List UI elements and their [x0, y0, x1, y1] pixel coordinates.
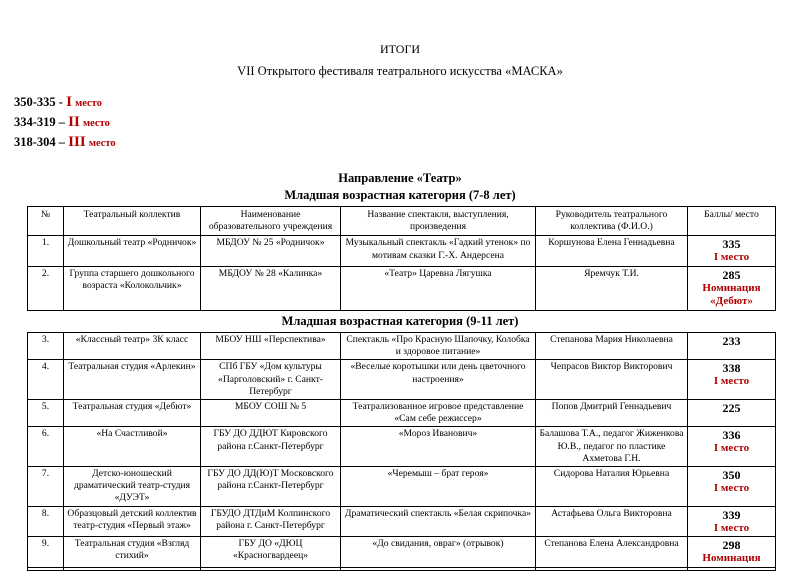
cell-institution: МБДОУ № 25 «Родничок» [201, 236, 341, 267]
cell-director: Коршунова Елена Геннадьевна [536, 236, 688, 267]
table-row [28, 236, 776, 267]
cell-performance: Музыкальный спектакль «Гадкий утенок» по мотивам сказки Г.-Х. Андерсена [341, 236, 536, 267]
cell-performance: «Театр» Царевна Лягушка [341, 266, 536, 310]
cell-score [688, 266, 776, 310]
column-header-collective: Театральный коллектив [64, 207, 201, 236]
cell-director: Чепрасов Виктор Викторович [536, 360, 688, 400]
score-points: 350 [722, 467, 741, 482]
cell-director: Астафьева Ольга Викторовна [536, 506, 688, 537]
results-table-group-2 [27, 332, 776, 571]
cell-score [688, 427, 776, 467]
section-heading-direction: Направление «Театр» [338, 171, 462, 185]
legend-range: 350-335 [14, 95, 56, 109]
cell-score [688, 332, 776, 359]
cell-score [688, 506, 776, 537]
score-place: Номинация [702, 552, 761, 565]
legend-separator: – [58, 135, 66, 149]
cell-performance: Спектакль «Про Красную Шапочку, Колобка и здоровое питание» [341, 332, 536, 359]
column-header-number: № [28, 207, 64, 236]
section-heading-age-group-1: Младшая возрастная категория (7-8 лет) [284, 188, 516, 202]
legend-row [14, 133, 800, 153]
legend-separator: – [58, 115, 66, 129]
table-row [28, 506, 776, 537]
legend-roman: II [68, 114, 80, 130]
cell-institution: ГБУ ДО ДДЮТ Кировского района г.Санкт-Петербург [201, 427, 341, 467]
table-row [28, 567, 776, 570]
score-points: 338 [722, 361, 741, 376]
table-row [28, 360, 776, 400]
scoring-legend [0, 79, 800, 153]
score-points: 335 [722, 237, 741, 252]
document-title: ИТОГИ [379, 42, 421, 56]
cell-number: 6. [28, 427, 64, 467]
cell-collective: Дошкольный театр «Родничок» [64, 236, 201, 267]
legend-range: 318-304 [14, 135, 56, 149]
cell-number: 5. [28, 399, 64, 426]
cell-collective: Группа старшего дошкольного возраста «Колокольчик» [64, 266, 201, 310]
cell-director: Степанова Мария Николаевна [536, 332, 688, 359]
legend-roman: III [68, 134, 86, 150]
cell-director [536, 567, 688, 570]
cell-performance: Театрализованное игровое представление «Сам себе режиссер» [341, 399, 536, 426]
cell-institution: МБОУ НШ «Перспектива» [201, 332, 341, 359]
cell-score [688, 466, 776, 506]
cell-performance [341, 567, 536, 570]
score-place: I место [713, 251, 750, 264]
cell-number: 4. [28, 360, 64, 400]
legend-row [14, 113, 800, 133]
cell-performance: «Мороз Иванович» [341, 427, 536, 467]
document-subtitle: VII Открытого фестиваля театрального искусства «МАСКА» [237, 64, 563, 78]
cell-number: 9. [28, 537, 64, 568]
score-points: 298 [722, 538, 741, 553]
cell-director: Попов Дмитрий Геннадьевич [536, 399, 688, 426]
legend-separator: - [58, 95, 63, 109]
cell-performance: Драматический спектакль «Белая скрипочка» [341, 506, 536, 537]
score-points: 225 [722, 400, 741, 415]
cell-institution: МБОУ СОШ № 5 [201, 399, 341, 426]
cell-score [688, 399, 776, 426]
results-table-group-1 [27, 206, 776, 311]
legend-word: место [82, 118, 110, 129]
score-points: 233 [722, 333, 741, 348]
cell-collective: Театральная студия «Взгляд стихий» [64, 537, 201, 568]
cell-number: 7. [28, 466, 64, 506]
cell-score [688, 360, 776, 400]
table-row [28, 537, 776, 568]
legend-word: место [88, 138, 116, 149]
cell-collective [64, 567, 201, 570]
cell-score [688, 537, 776, 568]
cell-number: 8. [28, 506, 64, 537]
results-table-1-wrapper [0, 206, 800, 311]
cell-collective: Образцовый детский коллектив театр-студия «Первый этаж» [64, 506, 201, 537]
cell-collective: Детско-юношеский драматический театр-студия «ДУЭТ» [64, 466, 201, 506]
score-place: I место [713, 375, 750, 388]
cell-institution: ГБУ ДО «ДЮЦ «Красногвардеец» [201, 537, 341, 568]
table-row [28, 427, 776, 467]
cell-collective: Театральная студия «Арлекин» [64, 360, 201, 400]
legend-row [14, 93, 800, 113]
cell-collective: «Классный театр» 3К класс [64, 332, 201, 359]
cell-director: Степанова Елена Александровна [536, 537, 688, 568]
cell-collective: «На Счастливой» [64, 427, 201, 467]
legend-roman: I [66, 94, 72, 110]
cell-institution [201, 567, 341, 570]
score-place: I место [713, 442, 750, 455]
cell-director: Сидорова Наталия Юрьевна [536, 466, 688, 506]
legend-range: 334-319 [14, 115, 56, 129]
column-header-director: Руководитель театрального коллектива (Ф.И.О.) [536, 207, 688, 236]
score-points: 336 [722, 428, 741, 443]
cell-score [688, 567, 776, 570]
table-row [28, 332, 776, 359]
cell-number: 1. [28, 236, 64, 267]
table-row [28, 466, 776, 506]
table-row [28, 399, 776, 426]
cell-director: Яремчук Т.И. [536, 266, 688, 310]
cell-director: Балашова Т.А., педагог Жиженкова Ю.В., педагог по пластике Ахметова Г.Н. [536, 427, 688, 467]
score-place: I место [713, 481, 750, 494]
results-table-2-wrapper [0, 332, 800, 571]
column-header-institution: Наименование образовательного учреждения [201, 207, 341, 236]
cell-institution: СПб ГБУ «Дом культуры «Парголовский» г. Санкт- Петербург [201, 360, 341, 400]
column-header-score: Баллы/ место [688, 207, 776, 236]
score-points: 339 [722, 507, 741, 522]
legend-place [66, 95, 102, 109]
cell-performance: «Черемыш – брат героя» [341, 466, 536, 506]
cell-institution: МБДОУ № 28 «Калинка» [201, 266, 341, 310]
cell-score [688, 236, 776, 267]
table-row [28, 266, 776, 310]
legend-place [68, 115, 110, 129]
legend-place [68, 135, 116, 149]
cell-institution: ГБУДО ДТДиМ Колпинского района г. Санкт-Петербург [201, 506, 341, 537]
legend-word: место [75, 98, 102, 109]
table-header-row [28, 207, 776, 236]
score-points: 285 [722, 267, 741, 282]
cell-collective: Театральная студия «Дебют» [64, 399, 201, 426]
score-place: I место [713, 521, 750, 534]
cell-institution: ГБУ ДО ДД(Ю)Т Московского района г.Санкт-Петербург [201, 466, 341, 506]
cell-number: 3. [28, 332, 64, 359]
cell-number: 2. [28, 266, 64, 310]
score-place: Номинация «Дебют» [702, 281, 761, 308]
cell-performance: «Веселые коротышки или день цветочного настроения» [341, 360, 536, 400]
cell-performance: «До свидания, овраг» (отрывок) [341, 537, 536, 568]
column-header-performance: Название спектакля, выступления, произведения [341, 207, 536, 236]
cell-number [28, 567, 64, 570]
section-heading-age-group-2: Младшая возрастная категория (9-11 лет) [281, 313, 519, 328]
